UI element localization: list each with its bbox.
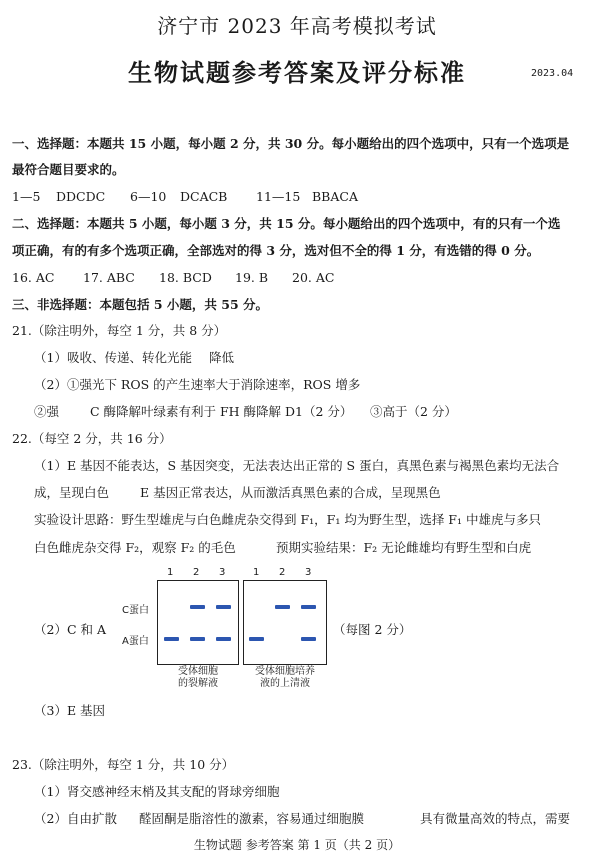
q22-answer-1-line2b: E 基因正常表达，从而激活真黑色素的合成，呈现黑色 <box>140 485 441 500</box>
section1-answer-range-1: 1—5 <box>12 189 41 204</box>
gel-right-caption-line1: 受体细胞培养 <box>255 666 315 677</box>
gel-panel-lysate <box>157 580 239 665</box>
q21-answer-3b: C 酶降解叶绿素有利于 FH 酶降解 D1（2 分） <box>90 404 353 419</box>
section1-answer-3: BBACA <box>312 189 358 204</box>
q23-answer-2b: 醛固酮是脂溶性的激素，容易通过细胞膜 <box>139 811 365 826</box>
gel-left-lane-1-label: 1 <box>167 567 174 578</box>
section2-answer-20: 20. AC <box>292 270 335 285</box>
gel-band-lysate-c-lane-2 <box>190 605 205 609</box>
section1-answer-range-2: 6—10 <box>130 189 167 204</box>
document-date: 2023.04 <box>531 68 574 79</box>
q21-answer-2: （2）①强光下 ROS 的产生速率大于消除速率，ROS 增多 <box>34 377 361 392</box>
gel-left-lane-3-label: 3 <box>219 567 226 578</box>
q22-answer-1-line2a: 成，呈现白色 <box>34 485 110 500</box>
gel-band-lysate-a-lane-1 <box>164 637 179 641</box>
gel-left-caption-line1: 受体细胞 <box>178 666 218 677</box>
q23-answer-2c: 具有微量高效的特点，需要 <box>420 811 571 826</box>
q22-answer-2: （2）C 和 A <box>34 622 106 637</box>
section1-instruction-line2: 最符合题目要求的。 <box>12 162 125 177</box>
gel-left-caption <box>160 666 236 690</box>
gel-band-supernatant-a-lane-3 <box>301 637 316 641</box>
q22-answer-3: （3）E 基因 <box>34 703 106 718</box>
section1-answer-2: DCACB <box>180 189 228 204</box>
section3-instruction: 三、非选择题：本题包括 5 小题，共 55 分。 <box>12 297 269 312</box>
gel-band-supernatant-a-lane-1 <box>249 637 264 641</box>
section2-answer-18: 18. BCD <box>159 270 212 285</box>
gel-left-caption-line2: 的裂解液 <box>178 678 218 689</box>
section1-instruction-line1: 一、选择题：本题共 15 小题，每小题 2 分，共 30 分。每小题给出的四个选项中，只有一个选项是 <box>12 136 570 151</box>
q21-answer-3a: ②强 <box>34 404 60 419</box>
q21-answer-3c: ③高于（2 分） <box>370 404 457 419</box>
q22-answer-1-line4b: 预期实验结果：F₂ 无论雌雄均有野生型和白虎 <box>276 540 532 555</box>
section1-answer-1: DDCDC <box>56 189 106 204</box>
gel-band-supernatant-c-lane-3 <box>301 605 316 609</box>
q21-header: 21.（除注明外，每空 1 分，共 8 分） <box>12 323 227 338</box>
section1-answer-range-3: 11—15 <box>256 189 301 204</box>
gel-right-lane-2-label: 2 <box>279 567 286 578</box>
page-footer: 生物试题 参考答案 第 1 页（共 2 页） <box>193 838 401 852</box>
document-title: 生物试题参考答案及评分标准 <box>128 58 466 87</box>
gel-band-lysate-a-lane-3 <box>216 637 231 641</box>
q22-answer-1-line3: 实验设计思路：野生型雄虎与白色雌虎杂交得到 F₁，F₁ 均为野生型，选择 F₁ 中雄虎与多只 <box>34 512 541 527</box>
section2-answer-16: 16. AC <box>12 270 55 285</box>
section2-instruction-line2: 项正确，有的有多个选项正确，全部选对的得 3 分，选对但不全的得 1 分，有选错的得 0 分。 <box>12 243 540 258</box>
q21-answer-1b: 降低 <box>209 350 235 365</box>
gel-right-caption <box>243 666 327 690</box>
gel-band-supernatant-c-lane-2 <box>275 605 290 609</box>
gel-right-lane-3-label: 3 <box>305 567 312 578</box>
gel-right-lane-1-label: 1 <box>253 567 260 578</box>
q22-answer-2-note: （每图 2 分） <box>333 622 412 637</box>
gel-band-lysate-c-lane-3 <box>216 605 231 609</box>
q23-answer-1: （1）肾交感神经末梢及其支配的肾球旁细胞 <box>34 784 280 799</box>
section2-answer-17: 17. ABC <box>83 270 135 285</box>
gel-panel-supernatant <box>243 580 327 665</box>
gel-right-caption-line2: 液的上清液 <box>260 678 310 689</box>
gel-row-label-a-protein: A蛋白 <box>122 636 149 647</box>
q22-header: 22.（每空 2 分，共 16 分） <box>12 431 172 446</box>
q22-answer-1-line4a: 白色雌虎杂交得 F₂，观察 F₂ 的毛色 <box>34 540 236 555</box>
gel-left-lane-2-label: 2 <box>193 567 200 578</box>
q23-header: 23.（除注明外，每空 1 分，共 10 分） <box>12 757 235 772</box>
q23-answer-2a: （2）自由扩散 <box>34 811 117 826</box>
q21-answer-1a: （1）吸收、传递、转化光能 <box>34 350 192 365</box>
q22-answer-1-line1: （1）E 基因不能表达，S 基因突变，无法表达出正常的 S 蛋白，真黑色素与褐黑色素均无法合 <box>34 458 560 473</box>
gel-band-lysate-a-lane-2 <box>190 637 205 641</box>
gel-row-label-c-protein: C蛋白 <box>122 605 149 616</box>
section2-instruction-line1: 二、选择题：本题共 5 小题，每小题 3 分，共 15 分。每小题给出的四个选项中，有的只有一个选 <box>12 216 561 231</box>
exam-title: 济宁市 2023 年高考模拟考试 <box>157 14 437 38</box>
section2-answer-19: 19. B <box>235 270 269 285</box>
